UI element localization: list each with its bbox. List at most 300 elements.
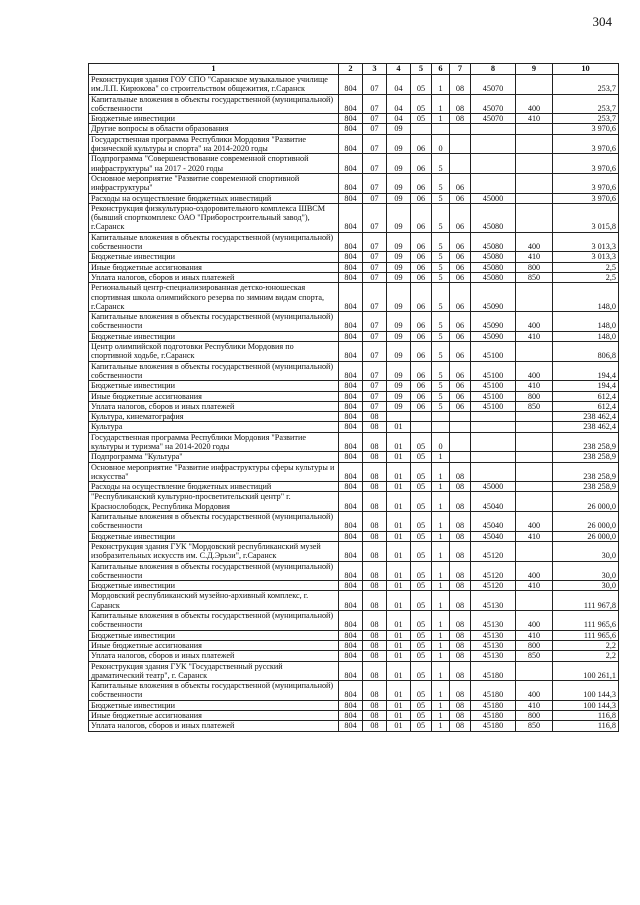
table-row — [89, 422, 619, 432]
row-section: 07 — [363, 361, 387, 381]
table-row — [89, 611, 619, 631]
row-subprogram: 5 — [432, 283, 450, 312]
table-row — [89, 412, 619, 422]
row-name: Другие вопросы в области образования — [89, 124, 339, 134]
row-section: 08 — [363, 482, 387, 492]
row-direction: 45100 — [471, 391, 516, 401]
row-expense-type — [516, 124, 553, 134]
row-expense-type: 410 — [516, 252, 553, 262]
row-name: Капитальные вложения в объекты государственной (муниципальной) собственности — [89, 312, 339, 332]
row-direction: 45040 — [471, 492, 516, 512]
row-section: 08 — [363, 651, 387, 661]
row-activity: 06 — [450, 331, 471, 341]
row-name: Центр олимпийской подготовки Республики Мордовия по спортивной ходьбе, г.Саранск — [89, 342, 339, 362]
row-program: 05 — [411, 640, 432, 650]
row-section: 08 — [363, 681, 387, 701]
row-name: Уплата налогов, сборов и иных платежей — [89, 272, 339, 282]
row-amount: 26 000,0 — [553, 492, 619, 512]
row-program: 06 — [411, 173, 432, 193]
row-program: 06 — [411, 134, 432, 154]
row-activity: 06 — [450, 381, 471, 391]
table-row — [89, 531, 619, 541]
row-grbs: 804 — [339, 651, 363, 661]
row-name: Уплата налогов, сборов и иных платежей — [89, 401, 339, 411]
row-direction: 45070 — [471, 75, 516, 95]
row-activity: 08 — [450, 630, 471, 640]
row-subprogram: 1 — [432, 581, 450, 591]
row-activity — [450, 412, 471, 422]
row-direction: 45080 — [471, 262, 516, 272]
row-name: Иные бюджетные ассигнования — [89, 711, 339, 721]
row-section: 08 — [363, 492, 387, 512]
header-cell: 6 — [432, 64, 450, 75]
row-expense-type: 800 — [516, 391, 553, 401]
row-name: Бюджетные инвестиции — [89, 700, 339, 710]
table-row — [89, 283, 619, 312]
row-direction: 45090 — [471, 331, 516, 341]
row-grbs: 804 — [339, 203, 363, 232]
row-amount: 30,0 — [553, 561, 619, 581]
row-expense-type — [516, 283, 553, 312]
row-name: Реконструкция здания ГУК "Государственный русский драматический театр", г. Саранск — [89, 661, 339, 681]
row-direction — [471, 154, 516, 174]
row-expense-type: 800 — [516, 711, 553, 721]
header-cell: 9 — [516, 64, 553, 75]
row-subprogram: 5 — [432, 252, 450, 262]
row-program: 05 — [411, 462, 432, 482]
row-section: 07 — [363, 331, 387, 341]
row-subprogram: 5 — [432, 262, 450, 272]
row-grbs: 804 — [339, 581, 363, 591]
row-section: 07 — [363, 94, 387, 114]
row-subsection: 09 — [387, 283, 411, 312]
row-activity: 08 — [450, 681, 471, 701]
row-amount: 30,0 — [553, 541, 619, 561]
row-program: 06 — [411, 154, 432, 174]
row-direction: 45130 — [471, 630, 516, 640]
row-program: 06 — [411, 193, 432, 203]
row-subprogram: 5 — [432, 361, 450, 381]
row-subsection: 09 — [387, 272, 411, 282]
table-row — [89, 203, 619, 232]
row-subsection: 01 — [387, 482, 411, 492]
table-row — [89, 721, 619, 731]
row-direction: 45070 — [471, 94, 516, 114]
row-activity: 06 — [450, 232, 471, 252]
row-subsection: 01 — [387, 531, 411, 541]
table-header-row — [89, 64, 619, 75]
row-section: 08 — [363, 581, 387, 591]
row-subprogram — [432, 422, 450, 432]
row-program: 05 — [411, 94, 432, 114]
row-expense-type: 850 — [516, 272, 553, 282]
row-name: Основное мероприятие "Развитие инфраструктуры сферы культуры и искусства" — [89, 462, 339, 482]
row-activity: 08 — [450, 611, 471, 631]
row-activity: 06 — [450, 361, 471, 381]
row-activity: 08 — [450, 700, 471, 710]
row-amount: 2,5 — [553, 272, 619, 282]
row-grbs: 804 — [339, 114, 363, 124]
row-subprogram: 5 — [432, 342, 450, 362]
row-direction: 45000 — [471, 193, 516, 203]
row-name: Бюджетные инвестиции — [89, 531, 339, 541]
row-amount: 26 000,0 — [553, 531, 619, 541]
row-amount: 2,5 — [553, 262, 619, 272]
row-expense-type: 850 — [516, 401, 553, 411]
row-grbs: 804 — [339, 361, 363, 381]
row-subprogram: 1 — [432, 721, 450, 731]
row-direction — [471, 173, 516, 193]
row-program: 05 — [411, 651, 432, 661]
row-section: 08 — [363, 531, 387, 541]
row-activity — [450, 432, 471, 452]
row-program: 06 — [411, 331, 432, 341]
row-amount: 238 258,9 — [553, 452, 619, 462]
table-row — [89, 342, 619, 362]
row-grbs: 804 — [339, 312, 363, 332]
row-subsection: 09 — [387, 361, 411, 381]
table-row — [89, 651, 619, 661]
row-activity: 06 — [450, 173, 471, 193]
row-amount: 111 965,6 — [553, 611, 619, 631]
row-grbs: 804 — [339, 611, 363, 631]
row-name: Государственная программа Республики Мордовия "Развитие физической культуры и спорта" на 2014-2020 годы — [89, 134, 339, 154]
row-expense-type — [516, 203, 553, 232]
row-grbs: 804 — [339, 422, 363, 432]
row-subsection: 01 — [387, 561, 411, 581]
row-grbs: 804 — [339, 134, 363, 154]
row-section: 08 — [363, 561, 387, 581]
row-expense-type: 410 — [516, 331, 553, 341]
row-expense-type: 400 — [516, 94, 553, 114]
row-grbs: 804 — [339, 591, 363, 611]
row-grbs: 804 — [339, 721, 363, 731]
row-amount: 238 258,9 — [553, 432, 619, 452]
row-subprogram: 1 — [432, 114, 450, 124]
table-row — [89, 124, 619, 134]
table-row — [89, 661, 619, 681]
row-section: 08 — [363, 711, 387, 721]
row-program: 05 — [411, 630, 432, 640]
row-program: 05 — [411, 711, 432, 721]
row-grbs: 804 — [339, 232, 363, 252]
row-expense-type: 410 — [516, 531, 553, 541]
table-row — [89, 173, 619, 193]
row-expense-type — [516, 422, 553, 432]
table-row — [89, 541, 619, 561]
row-subprogram: 1 — [432, 591, 450, 611]
table-row — [89, 681, 619, 701]
row-grbs: 804 — [339, 640, 363, 650]
table-row — [89, 492, 619, 512]
row-grbs: 804 — [339, 381, 363, 391]
row-section: 07 — [363, 114, 387, 124]
row-subsection: 09 — [387, 252, 411, 262]
row-program: 05 — [411, 700, 432, 710]
row-direction: 45130 — [471, 651, 516, 661]
row-program: 05 — [411, 531, 432, 541]
row-amount: 3 015,8 — [553, 203, 619, 232]
row-activity: 08 — [450, 114, 471, 124]
row-program: 05 — [411, 581, 432, 591]
row-activity: 08 — [450, 462, 471, 482]
row-expense-type: 800 — [516, 262, 553, 272]
row-amount: 116,8 — [553, 711, 619, 721]
row-grbs: 804 — [339, 452, 363, 462]
table-row — [89, 331, 619, 341]
row-amount: 612,4 — [553, 391, 619, 401]
row-activity: 08 — [450, 651, 471, 661]
row-section: 08 — [363, 462, 387, 482]
row-direction — [471, 422, 516, 432]
row-section: 07 — [363, 232, 387, 252]
row-subprogram: 5 — [432, 154, 450, 174]
row-expense-type — [516, 462, 553, 482]
row-program: 06 — [411, 342, 432, 362]
row-program: 05 — [411, 721, 432, 731]
row-section: 07 — [363, 262, 387, 272]
row-activity: 08 — [450, 75, 471, 95]
row-name: Капитальные вложения в объекты государственной (муниципальной) собственности — [89, 561, 339, 581]
row-subprogram: 1 — [432, 611, 450, 631]
row-section: 07 — [363, 283, 387, 312]
row-program: 06 — [411, 232, 432, 252]
row-grbs: 804 — [339, 94, 363, 114]
row-program: 05 — [411, 541, 432, 561]
row-subsection: 04 — [387, 114, 411, 124]
row-grbs: 804 — [339, 492, 363, 512]
row-expense-type — [516, 193, 553, 203]
row-expense-type — [516, 492, 553, 512]
row-program: 05 — [411, 611, 432, 631]
row-direction: 45180 — [471, 681, 516, 701]
row-amount: 612,4 — [553, 401, 619, 411]
row-program — [411, 124, 432, 134]
row-direction — [471, 432, 516, 452]
row-subsection: 01 — [387, 541, 411, 561]
row-activity: 08 — [450, 561, 471, 581]
row-section: 07 — [363, 401, 387, 411]
header-cell: 7 — [450, 64, 471, 75]
row-grbs: 804 — [339, 154, 363, 174]
table-row — [89, 312, 619, 332]
row-name: Расходы на осуществление бюджетных инвестиций — [89, 193, 339, 203]
row-direction: 45130 — [471, 591, 516, 611]
table-row — [89, 134, 619, 154]
row-name: Капитальные вложения в объекты государственной (муниципальной) собственности — [89, 512, 339, 532]
row-expense-type: 400 — [516, 232, 553, 252]
row-program: 06 — [411, 391, 432, 401]
row-name: Реконструкция физкультурно-оздоровительного комплекса ШВСМ (бывший спорткомплекс ОАО "Приборостроительный завод"), г.Саранск — [89, 203, 339, 232]
row-activity: 08 — [450, 94, 471, 114]
row-subprogram: 1 — [432, 700, 450, 710]
row-subprogram: 1 — [432, 462, 450, 482]
row-section: 08 — [363, 422, 387, 432]
row-section: 07 — [363, 272, 387, 282]
row-activity: 06 — [450, 401, 471, 411]
row-name: Бюджетные инвестиции — [89, 114, 339, 124]
row-activity: 08 — [450, 541, 471, 561]
row-grbs: 804 — [339, 391, 363, 401]
row-subprogram: 1 — [432, 640, 450, 650]
row-amount: 3 970,6 — [553, 124, 619, 134]
row-direction: 45100 — [471, 361, 516, 381]
row-subsection: 04 — [387, 75, 411, 95]
row-expense-type: 400 — [516, 681, 553, 701]
row-subsection: 09 — [387, 391, 411, 401]
row-activity: 06 — [450, 391, 471, 401]
row-grbs: 804 — [339, 700, 363, 710]
row-subsection: 01 — [387, 651, 411, 661]
row-subsection: 01 — [387, 512, 411, 532]
row-direction: 45080 — [471, 232, 516, 252]
row-direction: 45070 — [471, 114, 516, 124]
row-direction — [471, 124, 516, 134]
row-expense-type: 400 — [516, 512, 553, 532]
row-name: Бюджетные инвестиции — [89, 381, 339, 391]
row-program: 05 — [411, 561, 432, 581]
row-direction — [471, 452, 516, 462]
row-program: 05 — [411, 591, 432, 611]
row-section: 08 — [363, 541, 387, 561]
row-activity: 06 — [450, 342, 471, 362]
row-section: 07 — [363, 193, 387, 203]
table-row — [89, 94, 619, 114]
row-expense-type: 410 — [516, 630, 553, 640]
row-section: 08 — [363, 700, 387, 710]
row-name: Реконструкция здания ГОУ СПО "Саранское музыкальное училище им.Л.П. Кирюкова" со строительством общежития, г.Саранск — [89, 75, 339, 95]
row-subprogram: 1 — [432, 492, 450, 512]
row-subprogram: 1 — [432, 452, 450, 462]
header-cell: 1 — [89, 64, 339, 75]
table-row — [89, 630, 619, 640]
row-amount: 3 013,3 — [553, 252, 619, 262]
row-program: 05 — [411, 661, 432, 681]
row-subprogram: 1 — [432, 651, 450, 661]
row-program: 06 — [411, 283, 432, 312]
row-expense-type: 410 — [516, 700, 553, 710]
row-amount: 148,0 — [553, 312, 619, 332]
row-subprogram: 1 — [432, 531, 450, 541]
row-grbs: 804 — [339, 401, 363, 411]
row-amount: 30,0 — [553, 581, 619, 591]
row-amount: 238 462,4 — [553, 422, 619, 432]
row-subprogram — [432, 412, 450, 422]
row-program: 05 — [411, 114, 432, 124]
row-direction: 45080 — [471, 272, 516, 282]
row-program: 06 — [411, 381, 432, 391]
row-subprogram: 1 — [432, 661, 450, 681]
table-row — [89, 232, 619, 252]
table-row — [89, 75, 619, 95]
row-subsection: 09 — [387, 401, 411, 411]
row-name: Расходы на осуществление бюджетных инвестиций — [89, 482, 339, 492]
row-subprogram: 5 — [432, 331, 450, 341]
table-row — [89, 361, 619, 381]
row-expense-type: 410 — [516, 581, 553, 591]
row-subsection: 01 — [387, 611, 411, 631]
row-subprogram: 1 — [432, 512, 450, 532]
row-section: 07 — [363, 173, 387, 193]
row-subsection: 01 — [387, 581, 411, 591]
row-amount: 3 970,6 — [553, 134, 619, 154]
row-activity: 06 — [450, 203, 471, 232]
row-amount: 238 462,4 — [553, 412, 619, 422]
row-direction — [471, 134, 516, 154]
table-row — [89, 512, 619, 532]
row-subsection: 01 — [387, 432, 411, 452]
row-subprogram: 1 — [432, 482, 450, 492]
row-grbs: 804 — [339, 432, 363, 452]
row-grbs: 804 — [339, 173, 363, 193]
row-grbs: 804 — [339, 462, 363, 482]
row-expense-type — [516, 432, 553, 452]
row-expense-type — [516, 452, 553, 462]
row-expense-type: 850 — [516, 651, 553, 661]
row-expense-type: 800 — [516, 640, 553, 650]
row-subprogram: 1 — [432, 541, 450, 561]
row-subsection: 09 — [387, 331, 411, 341]
row-direction — [471, 412, 516, 422]
row-subsection: 09 — [387, 203, 411, 232]
row-expense-type: 400 — [516, 611, 553, 631]
row-section: 08 — [363, 452, 387, 462]
row-grbs: 804 — [339, 262, 363, 272]
page-number: 304 — [592, 14, 612, 29]
row-program: 06 — [411, 312, 432, 332]
row-name: Бюджетные инвестиции — [89, 581, 339, 591]
row-activity: 08 — [450, 512, 471, 532]
row-section: 07 — [363, 342, 387, 362]
row-activity: 06 — [450, 262, 471, 272]
table-row — [89, 591, 619, 611]
row-grbs: 804 — [339, 711, 363, 721]
row-program: 05 — [411, 681, 432, 701]
row-section: 07 — [363, 312, 387, 332]
row-amount: 194,4 — [553, 361, 619, 381]
table-row — [89, 482, 619, 492]
row-grbs: 804 — [339, 331, 363, 341]
row-subsection: 09 — [387, 232, 411, 252]
row-subsection: 01 — [387, 700, 411, 710]
row-activity: 08 — [450, 661, 471, 681]
row-section: 07 — [363, 203, 387, 232]
row-direction: 45040 — [471, 512, 516, 532]
row-expense-type — [516, 173, 553, 193]
row-activity — [450, 124, 471, 134]
row-activity: 08 — [450, 482, 471, 492]
row-amount: 100 261,1 — [553, 661, 619, 681]
row-amount: 100 144,3 — [553, 700, 619, 710]
row-subsection: 01 — [387, 640, 411, 650]
row-amount: 238 258,9 — [553, 482, 619, 492]
header-cell: 5 — [411, 64, 432, 75]
row-section: 07 — [363, 124, 387, 134]
row-grbs: 804 — [339, 531, 363, 541]
row-subprogram: 0 — [432, 134, 450, 154]
row-amount: 3 970,6 — [553, 173, 619, 193]
row-subsection: 01 — [387, 630, 411, 640]
row-name: Государственная программа Республики Мордовия "Развитие культуры и туризма" на 2014-2020 годы — [89, 432, 339, 452]
row-direction: 45100 — [471, 342, 516, 362]
row-program — [411, 412, 432, 422]
row-program: 06 — [411, 252, 432, 262]
table-row — [89, 381, 619, 391]
row-activity: 08 — [450, 711, 471, 721]
row-direction: 45000 — [471, 482, 516, 492]
row-amount: 111 967,8 — [553, 591, 619, 611]
header-cell: 2 — [339, 64, 363, 75]
